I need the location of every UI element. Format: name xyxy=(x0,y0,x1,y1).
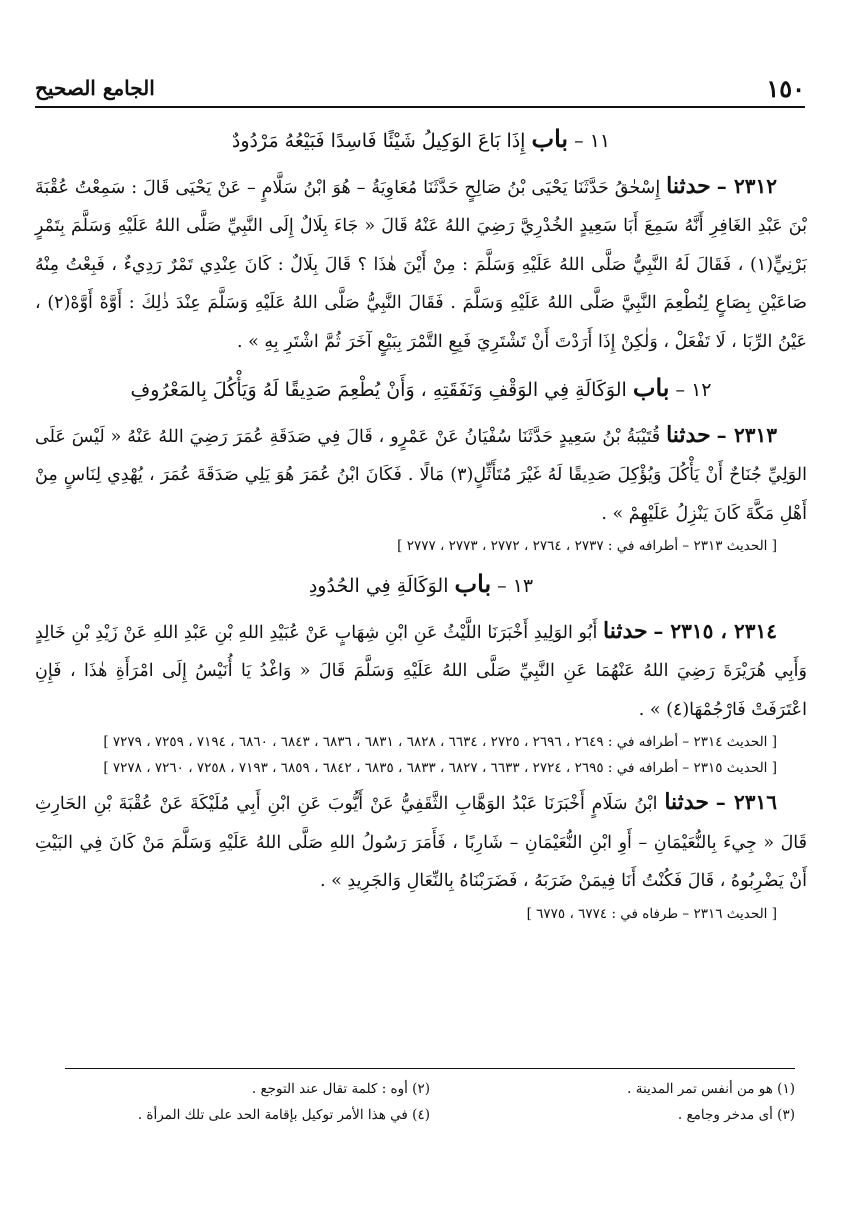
hadith-text: ابْنُ سَلَامٍ أَخْبَرَنَا عَبْدُ الوَهَّابِ الثَّقَفِيُّ عَنْ أَيُّوبَ عَنِ ابْنِ أَبِي مُلَيْكَةَ عَنْ عُقْبَةَ بْنِ الحَارِثِ قَالَ « جِيءَ بِالنُّعَيْمَانِ – أَوِ ابْنِ النُّعَيْمَانِ – شَارِبًا ، فَأَمَرَ رَسُولُ اللهِ صَلَّى اللهُ عَلَيْهِ وَسَلَّمَ مَنْ كَانَ فِي البَيْتِ أَنْ يَضْرِبُوهُ ، قَالَ فَكُنْتُ أَنَا فِيمَنْ ضَرَبَهُ ، فَضَرَبْنَاهُ بِالنِّعَالِ وَالجَرِيدِ » . xyxy=(35,794,807,891)
haddathana-word: حدثنا xyxy=(666,421,711,448)
book-title: الجامع الصحيح xyxy=(35,76,155,100)
page-body xyxy=(35,112,807,929)
hadith-paragraph xyxy=(35,612,807,730)
footnote: (٤) في هذا الأمر توكيل بإقامة الحد على تلك المرأة . xyxy=(137,1107,430,1123)
chapter-bab-word: باب xyxy=(632,373,670,402)
haddathana-word: حدثنا xyxy=(603,617,648,644)
footnotes xyxy=(65,1078,795,1126)
chapter-heading xyxy=(35,565,807,606)
hadith-number: ٢٣١٢ – xyxy=(716,173,777,198)
hadith-cross-references: [ الحديث ٢٣١٤ – أطرافه في : ٢٦٤٩ ، ٢٦٩٦ ، ٢٧٢٥ ، ٦٦٣٤ ، ٦٨٢٨ ، ٦٨٣١ ، ٦٨٣٦ ، ٦٨٤٣ ، ٦٨٦٠ ، ٧١٩٤ ، ٧٢٥٩ ، ٧٢٧٩ ] xyxy=(103,734,777,750)
chapter-title: الوَكَالَةِ فِي الحُدُودِ xyxy=(308,575,449,597)
chapter-title: الوَكَالَةِ فِي الوَقْفِ وَنَفَقَتِهِ ، وَأَنْ يُطْعِمَ صَدِيقًا لَهُ وَيَأْكُلَ بِالمَعْرُوفِ xyxy=(130,379,627,401)
chapter-bab-word: باب xyxy=(531,124,569,153)
page-number: ١٥٠ xyxy=(766,73,805,103)
hadith-text: أَبُو الوَلِيدِ أَخْبَرَنَا اللَّيْثُ عَنِ ابْنِ شِهَابٍ عَنْ عُبَيْدِ اللهِ بْنِ عَبْدِ اللهِ عَنْ زَيْدِ بْنِ خَالِدٍ وَأَبِي هُرَيْرَةَ رَضِيَ اللهُ عَنْهُمَا عَنِ النَّبِيِّ صَلَّى اللهُ عَلَيْهِ وَسَلَّمَ قَالَ « وَاغْدُ يَا أُنَيْسُ إِلَى امْرَأَةِ هٰذَا ، فَإِنِ اعْتَرَفَتْ فَارْجُمْهَا(٤) » . xyxy=(35,622,807,720)
chapter-bab-word: باب xyxy=(454,569,492,598)
footnote-divider xyxy=(65,1068,795,1069)
hadith-cross-references: [ الحديث ٢٣١٦ – طرفاه في : ٦٧٧٤ ، ٦٧٧٥ ] xyxy=(526,905,777,922)
running-header xyxy=(35,70,805,108)
chapter-number: ١٢ – xyxy=(675,379,712,401)
hadith-paragraph xyxy=(35,167,807,362)
hadith-number: ٢٣١٤ ، ٢٣١٥ – xyxy=(653,618,777,643)
chapter-number: ١٣ – xyxy=(497,575,534,597)
haddathana-word: حدثنا xyxy=(664,789,709,815)
hadith-cross-references: [ الحديث ٢٣١٣ – أطرافه في : ٢٧٣٧ ، ٢٧٦٤ ، ٢٧٧٢ ، ٢٧٧٣ ، ٢٧٧٧ ] xyxy=(397,538,777,554)
chapter-heading xyxy=(35,120,807,161)
footnote: (١) هو من أنفس تمر المدينة . xyxy=(627,1081,795,1097)
hadith-cross-references: [ الحديث ٢٣١٥ – أطرافه في : ٢٦٩٥ ، ٢٧٢٤ ، ٦٦٣٣ ، ٦٨٢٧ ، ٦٨٣٣ ، ٦٨٣٥ ، ٦٨٤٢ ، ٦٨٥٩ ، ٧١٩٣ ، ٧٢٥٨ ، ٧٢٦٠ ، ٧٢٧٨ ] xyxy=(103,760,777,776)
chapter-heading xyxy=(35,369,807,410)
chapter-number: ١١ – xyxy=(574,130,611,152)
hadith-text: قُتَيْبَةُ بْنُ سَعِيدٍ حَدَّثَنَا سُفْيَانُ عَنْ عَمْرٍو ، قَالَ فِي صَدَقَةِ عُمَرَ رَضِيَ اللهُ عَنْهُ « لَيْسَ عَلَى الوَلِيِّ جُنَاحٌ أَنْ يَأْكُلَ وَيُؤْكِلَ صَدِيقًا لَهُ غَيْرَ مُتَأَثِّلٍ(٣) مَالًا . فَكَانَ ابْنُ عُمَرَ هُوَ يَلِي صَدَقَةَ عُمَرَ ، يُهْدِي لِنَاسٍ مِنْ أَهْلِ مَكَّةَ كَانَ يَنْزِلُ عَلَيْهِمْ » . xyxy=(35,426,807,524)
hadith-paragraph xyxy=(35,783,807,901)
footnote: (٢) أوه : كلمة تقال عند التوجع . xyxy=(251,1081,430,1097)
hadith-paragraph xyxy=(35,416,807,534)
hadith-number: ٢٣١٦ – xyxy=(715,790,777,814)
hadith-text: إِسْحٰقُ حَدَّثَنَا يَحْيَى بْنُ صَالِحٍ حَدَّثَنَا مُعَاوِيَةُ – هُوَ ابْنُ سَلَّامٍ – عَنْ يَحْيَى قَالَ : سَمِعْتُ عُقْبَةَ بْنَ عَبْدِ الغَافِرِ أَنَّهُ سَمِعَ أَبَا سَعِيدٍ الخُدْرِيَّ رَضِيَ اللهُ عَنْهُ قَالَ « جَاءَ بِلَالٌ إِلَى النَّبِيِّ صَلَّى اللهُ عَلَيْهِ وَسَلَّمَ بِتَمْرٍ بَرْنِيٍّ(١) ، فَقَالَ لَهُ النَّبِيُّ صَلَّى اللهُ عَلَيْهِ وَسَلَّمَ : مِنْ أَيْنَ هٰذَا ؟ قَالَ بِلَالٌ : كَانَ عِنْدِي تَمْرٌ رَدِيءٌ ، فَبِعْتُ مِنْهُ صَاعَيْنِ بِصَاعٍ لِنُطْعِمَ النَّبِيَّ صَلَّى اللهُ عَلَيْهِ وَسَلَّمَ . فَقَالَ النَّبِيُّ صَلَّى اللهُ عَلَيْهِ وَسَلَّمَ عِنْدَ ذٰلِكَ : أَوَّهْ أَوَّهْ(٢) ، عَيْنُ الرِّبَا ، لَا تَفْعَلْ ، وَلٰكِنْ إِذَا أَرَدْتَ أَنْ تَشْتَرِيَ فَبِعِ التَّمْرَ بِبَيْعٍ آخَرَ ثُمَّ اشْتَرِ بِهِ » . xyxy=(35,177,807,352)
footnote: (٣) أى مدخر وجامع . xyxy=(677,1107,795,1123)
chapter-title: إِذَا بَاعَ الوَكِيلُ شَيْئًا فَاسِدًا فَبَيْعُهُ مَرْدُودٌ xyxy=(231,130,526,152)
haddathana-word: حدثنا xyxy=(666,172,711,199)
hadith-number: ٢٣١٣ – xyxy=(716,422,777,447)
